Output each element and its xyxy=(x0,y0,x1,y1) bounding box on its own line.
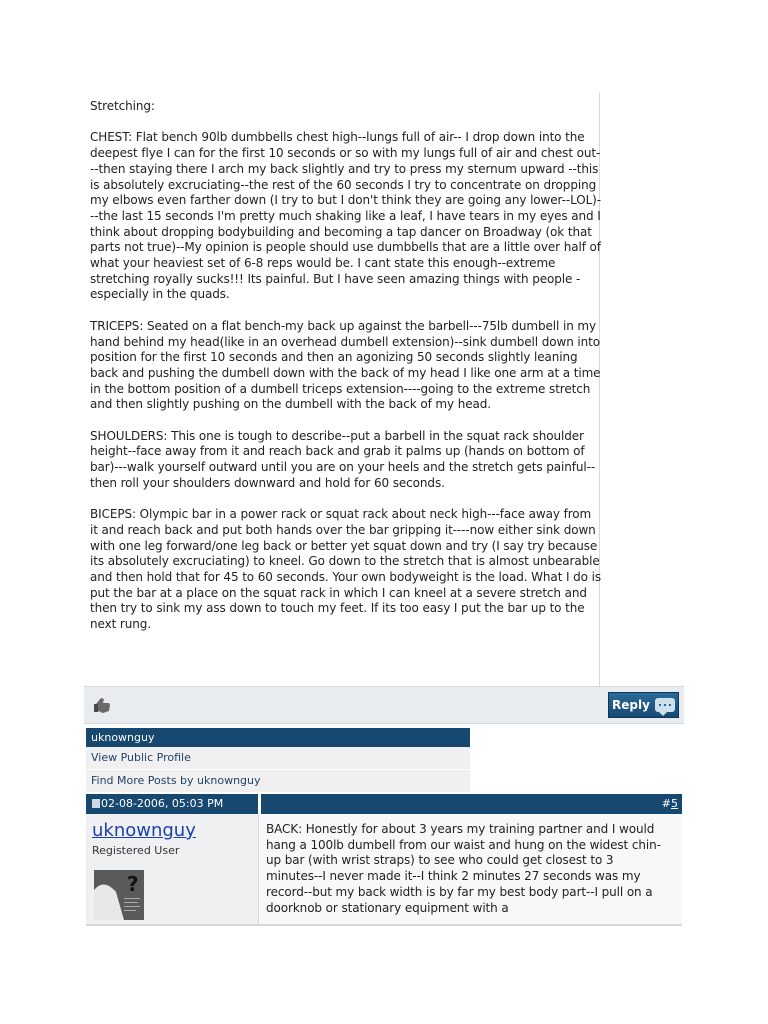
find-more-posts-link[interactable]: Find More Posts by uknownguy xyxy=(86,770,470,793)
post-message xyxy=(90,99,602,649)
user-title: Registered User xyxy=(92,844,180,857)
post-footer xyxy=(84,686,684,724)
post-date xyxy=(92,797,223,810)
username-link[interactable]: uknownguy xyxy=(92,820,196,841)
no-avatar-question-icon[interactable] xyxy=(94,870,144,920)
post-user-info xyxy=(86,814,259,924)
user-menu-header: uknownguy xyxy=(86,728,470,747)
svg-text:?: ? xyxy=(127,872,139,896)
post-paragraph: Stretching: xyxy=(90,99,155,113)
view-public-profile-link[interactable]: View Public Profile xyxy=(86,747,470,770)
post-message: BACK: Honestly for about 3 years my training partner and I would hang a 100lb dumbell from our waist and hung on the widest chin-up bar (with wrist straps) to see who could get closest to 3 minutes--I never made it--I think 2 minutes 27 seconds was my record--but my back width is by far my best body part--I pull on a doorknob or stationary equipment with a xyxy=(266,822,661,915)
post-body xyxy=(84,92,600,686)
reply-button[interactable] xyxy=(608,692,679,718)
post-paragraph: SHOULDERS: This one is tough to describe--put a barbell in the squat rack shoulder height--face away from it and reach back and grab it palms up (hands on bottom of bar)---walk yourself outward until you are on your heels and the stretch gets painful--then roll your shoulders downward and hold for 60 seconds. xyxy=(90,428,596,490)
speech-bubble-icon xyxy=(655,698,675,712)
post-number-link[interactable]: 5 xyxy=(671,797,678,810)
post-header xyxy=(86,794,682,814)
post-number xyxy=(662,797,678,810)
post-icon xyxy=(92,799,100,808)
post-paragraph: BICEPS: Olympic bar in a power rack or squat rack about neck high---face away from it and reach back and put both hands over the bar gripping it----now either sink down with one leg forward/one leg back or better yet squat down and try (I say try because its absolutely excruciating) to kneel. Go down to the stretch that is almost unbearable and then hold that for 45 to 60 seconds. Your own bodyweight is the load. What I do is put the bar at a place on the squat rack in which I can kneel at a severe stretch and then try to sink my ass down to touch my feet. If its too easy I put the bar up to the next rung. xyxy=(90,507,602,632)
thumbs-up-icon[interactable] xyxy=(92,694,114,716)
post-date-text: 02-08-2006, 05:03 PM xyxy=(101,797,224,810)
post-bottom-border xyxy=(86,924,682,926)
post-body xyxy=(259,814,682,924)
user-popup-menu xyxy=(86,728,470,793)
post-paragraph: TRICEPS: Seated on a flat bench-my back up against the barbell---75lb dumbell in my hand behind my head(like in an overhead dumbell extension)--sink dumbell down into position for the first 10 seconds and then an agonizing 50 seconds slightly leaning back and pushing the dumbell down with the back of my head I like one arm at a time in the bottom position of a dumbell triceps extension----going to the extreme stretch and then slightly pushing on the dumbell with the back of my head. xyxy=(90,318,601,412)
reply-button-label: Reply xyxy=(612,698,650,712)
post-paragraph: CHEST: Flat bench 90lb dumbbells chest high--lungs full of air-- I drop down into the deepest flye I can for the first 10 seconds or so with my lungs full of air and chest out---then staying there I arch my back slightly and try to press my sternum upward --this is absolutely excruciating--the rest of the 60 seconds I try to concentrate on dropping my elbows even farther down (I try to but I don't think they are going any lower--LOL)---the last 15 seconds I'm pretty much shaking like a leaf, I have tears in my eyes and I think about dropping bodybuilding and becoming a tap dancer on Broadway (ok that parts not true)--My opinion is people should use dumbbells that are a little over half of what your heaviest set of 6-8 reps would be. I cant state this enough--extreme stretching royally sucks!!! Its painful. But I have seen amazing things with people -especially in the quads. xyxy=(90,130,601,302)
post-hash: # xyxy=(661,797,671,810)
header-divider xyxy=(258,794,261,814)
